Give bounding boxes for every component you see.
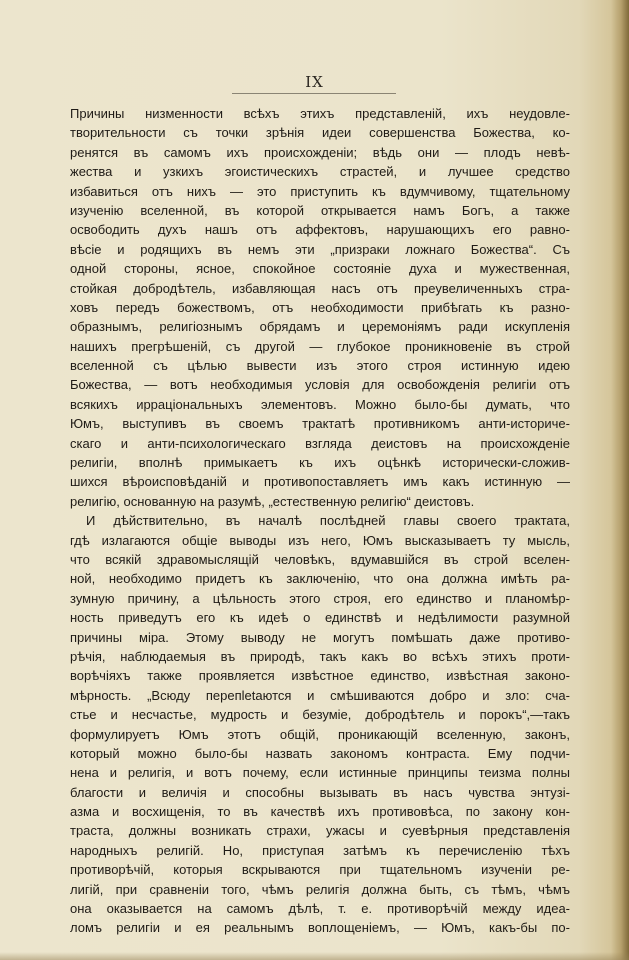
text-line: ворѣчіяхъ также проявляется извѣстное единство, извѣстная законо- (70, 668, 570, 684)
text-line: нашихъ прегрѣшеній, съ другой — глубокое проникновеніе въ строй (70, 338, 570, 354)
text-line: нена и религія, и вотъ почему, если истинные принципы теизма полны (70, 765, 570, 781)
text-line: ренятся въ самомъ ихъ происхожденіи; вѣдь они — плодъ невѣ- (70, 144, 570, 160)
text-line: народныхъ религій. Но, приступая затѣмъ къ перечисленію тѣхъ (70, 842, 570, 858)
text-line: зумную причину, а цѣльность этого строя, его единство и планомѣр- (70, 590, 570, 606)
text-line: формулируетъ Юмъ этотъ общій, проникающій вселенную, законъ, (70, 726, 570, 742)
text-line: Божества, — вотъ необходимыя условія для освобожденія религіи отъ (70, 377, 570, 393)
text-line: лигій, при сравненіи того, чѣмъ религія должна быть, съ тѣмъ, чѣмъ (70, 881, 570, 897)
text-line: причины міра. Этому выводу не могутъ помѣшать даже противо- (70, 629, 570, 645)
text-line: образнымъ, религіознымъ обрядамъ и церемоніямъ ради искупленія (70, 319, 570, 335)
body-text (70, 104, 570, 938)
text-line: Причины низменности всѣхъ этихъ представленій, ихъ неудовле- (70, 106, 570, 121)
text-line: скаго и анти-психологическаго взгляда деистовъ на происхожденіе (70, 435, 570, 451)
page-bottom-shadow (0, 952, 629, 960)
text-line: мѣрность. „Всюду перепletаются и смѣшиваются добро и зло: сча- (70, 687, 570, 703)
text-line: стье и несчастье, мудрость и безуміе, добродѣтель и порокъ“,—такъ (70, 707, 570, 723)
text-line: гдѣ излагаются общіе выводы изъ него, Юмъ высказываетъ ту мысль, (70, 532, 570, 548)
text-line: освободить духъ нашъ отъ аффектовъ, нарушающихъ его равно- (70, 222, 570, 238)
text-line: ломъ религіи и ея реальнымъ воплощеніемъ, — Юмъ, какъ-бы по- (70, 920, 570, 936)
text-line: который можно было-бы назвать закономъ контраста. Ему подчи- (70, 745, 570, 761)
text-line: одной стороны, ясное, спокойное состояніе духа и мужественная, (70, 261, 570, 277)
text-line: Юмъ, выступивъ въ своемъ трактатѣ противникомъ анти-историче- (70, 416, 570, 432)
page-number-rule (232, 93, 396, 94)
text-line: она оказывается на самомъ дѣлѣ, т. е. противорѣчій между идеа- (70, 901, 570, 917)
text-line: стойкая добродѣтель, избавляющая насъ отъ преувеличенныхъ стра- (70, 280, 570, 296)
text-line: ной, необходимо придетъ къ заключенію, что она должна имѣть ра- (70, 571, 570, 587)
paragraph-end-line: религію, основанную на разумѣ, „естественную религію“ деистовъ. (70, 493, 475, 509)
text-line: траста, должны возникать страхи, ужасы и суевѣрныя представленія (70, 823, 570, 839)
text-line: благости и величія и способны вызывать въ насъ чувства энтузі- (70, 784, 570, 800)
text-line: азма и восхищенія, то въ качествѣ ихъ противовѣса, по закону кон- (70, 804, 570, 820)
page-edge-shadow (611, 0, 629, 960)
text-line: вселенной съ цѣлью вывести изъ этого строя истинную идею (70, 358, 570, 374)
text-line: религіи, вполнѣ примыкаетъ къ ихъ оцѣнкѣ исторически-сложив- (70, 455, 570, 471)
text-line: рѣчія, наблюдаемыя въ природѣ, такъ какъ во всѣхъ этихъ проти- (70, 648, 570, 664)
text-line: всякихъ иррацiональныхъ элементовъ. Можно было-бы думать, что (70, 396, 570, 412)
text-line: вѣсіе и родящихъ въ немъ эти „призраки ложнаго Божества“. Съ (70, 241, 570, 257)
text-line: ховъ передъ божествомъ, отъ необходимости прибѣгать къ разно- (70, 299, 570, 315)
text-line: изученію вселенной, въ которой открывается намъ Богъ, а также (70, 202, 570, 218)
text-line: что всякій здравомыслящій человѣкъ, вдумавшійся въ строй вселен- (70, 551, 570, 567)
page-number: IX (305, 73, 324, 91)
paragraph-start-line: И дѣйствительно, въ началѣ послѣдней главы своего трактата, (86, 513, 570, 529)
text-line: шихся вѣроисповѣданій и противопоставляетъ имъ какъ истинную — (70, 474, 570, 490)
text-line: жества и узкихъ эгоистическихъ страстей, и лучшее средство (70, 164, 570, 180)
text-line: противорѣчій, которыя вскрываются при тщательномъ изученіи ре- (70, 862, 570, 878)
text-line: избавиться отъ нихъ — это приступить къ вдумчивому, тщательному (70, 183, 570, 199)
text-line: творительности съ точки зрѣнія идеи совершенства Божества, ко- (70, 125, 570, 141)
text-line: ность приведутъ его къ идеѣ о единствѣ и недѣлимости разумной (70, 610, 570, 626)
